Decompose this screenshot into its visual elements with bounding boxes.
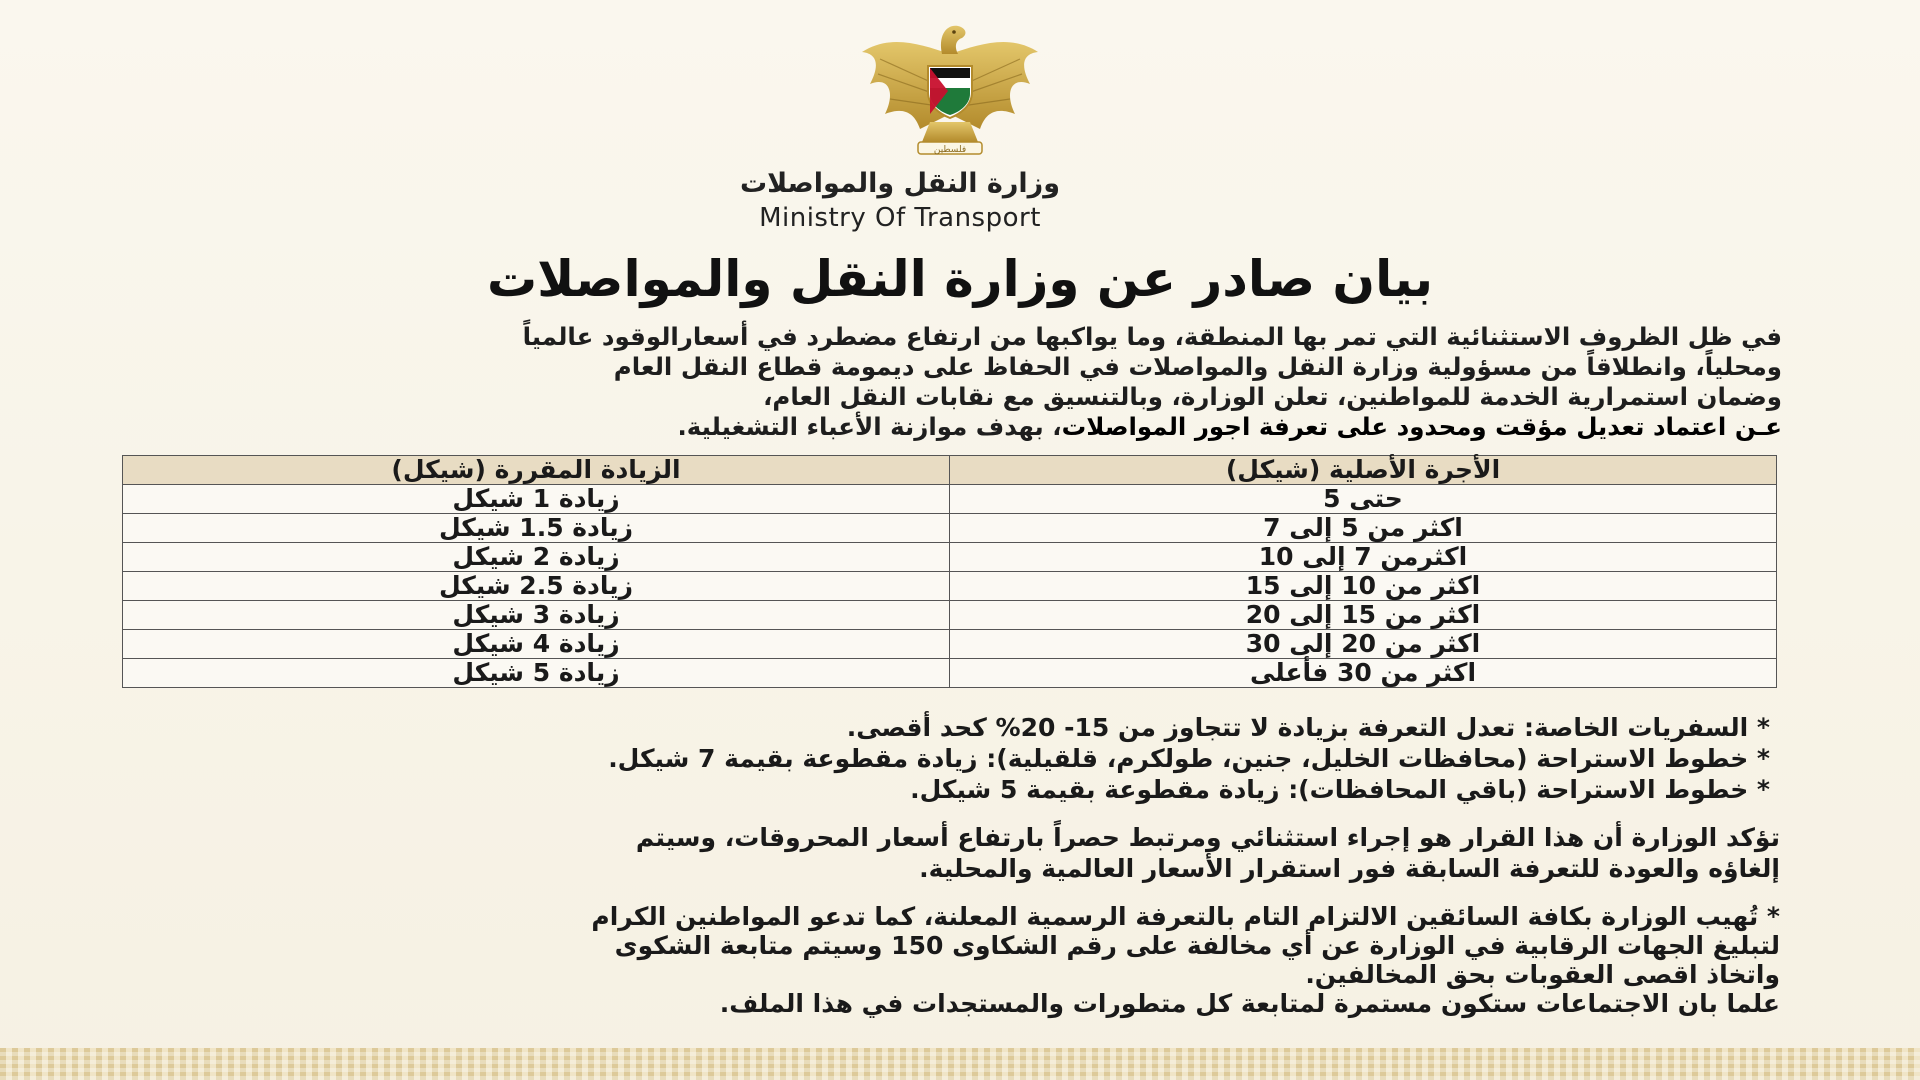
decorative-border	[0, 1048, 1920, 1080]
complaint-number: 150	[891, 931, 944, 960]
paragraph-line: * تُهيب الوزارة بكافة السائقين الالتزام التام بالتعرفة الرسمية المعلنة، كما تدعو المواطنين الكرام	[591, 902, 1780, 931]
note-text: تعدل التعرفة بزيادة لا تتجاوز من 15- 20% كحد أقصى.	[846, 713, 1524, 742]
intro-line-rest: ، بهدف موازنة الأعباء التشغيلية.	[677, 412, 1062, 441]
paragraph-line	[120, 931, 1780, 960]
fare-cell: اكثر من 15 إلى 20	[950, 601, 1777, 630]
compliance-paragraph	[120, 902, 1780, 1018]
paragraph-line-part: لتبليغ الجهات الرقابية في الوزارة عن أي مخالفة على رقم الشكاوى	[943, 931, 1780, 960]
increase-cell: زيادة 1.5 شيكل	[123, 514, 950, 543]
ministry-name-english: Ministry Of Transport	[759, 203, 1041, 233]
table-row	[123, 601, 1777, 630]
note-label: * السفريات الخاصة:	[1524, 713, 1770, 742]
paragraph-line: علما بان الاجتماعات ستكون مستمرة لمتابعة كل متطورات والمستجدات في هذا الملف.	[719, 989, 1780, 1018]
intro-line: ومحلياً، وانطلاقاً من مسؤولية وزارة النقل والمواصلات في الحفاظ على ديمومة قطاع النقل العام	[613, 352, 1782, 381]
table-row	[123, 543, 1777, 572]
increase-cell: زيادة 5 شيكل	[123, 659, 950, 688]
table-row	[123, 514, 1777, 543]
column-header-increase: الزيادة المقررة (شيكل)	[123, 456, 950, 485]
fare-cell: حتى 5	[950, 485, 1777, 514]
note-item	[170, 774, 1770, 805]
note-label: * خطوط الاستراحة (باقي المحافظات):	[1288, 775, 1770, 804]
fare-cell: اكثرمن 7 إلى 10	[950, 543, 1777, 572]
table-row	[123, 485, 1777, 514]
intro-line: وضمان استمرارية الخدمة للمواطنين، تعلن الوزارة، وبالتنسيق مع نقابات النقل العام،	[763, 382, 1782, 411]
note-text: زيادة مقطوعة بقيمة 5 شيكل.	[910, 775, 1289, 804]
increase-cell: زيادة 2.5 شيكل	[123, 572, 950, 601]
note-item	[170, 743, 1770, 774]
intro-paragraph	[132, 322, 1782, 442]
intro-line: في ظل الظروف الاستثنائية التي تمر بها المنطقة، وما يواكبها من ارتفاع مضطرد في أسعارالوقود عالمياً	[522, 322, 1782, 351]
table-row	[123, 630, 1777, 659]
special-notes	[170, 712, 1770, 805]
paragraph-line-part: وسيتم متابعة الشكوى	[614, 931, 892, 960]
table-row	[123, 572, 1777, 601]
table-header-row	[123, 456, 1777, 485]
paragraph-line: واتخاذ اقصى العقوبات بحق المخالفين.	[1305, 960, 1780, 989]
fare-cell: اكثر من 10 إلى 15	[950, 572, 1777, 601]
increase-cell: زيادة 1 شيكل	[123, 485, 950, 514]
note-label: * خطوط الاستراحة (محافظات الخليل، جنين، طولكرم، قلقيلية):	[986, 744, 1770, 773]
fare-cell: اكثر من 5 إلى 7	[950, 514, 1777, 543]
ministry-name-arabic: وزارة النقل والمواصلات	[740, 168, 1060, 199]
note-text: زيادة مقطوعة بقيمة 7 شيكل.	[608, 744, 987, 773]
temporary-decision-paragraph	[120, 822, 1780, 884]
increase-cell: زيادة 3 شيكل	[123, 601, 950, 630]
fare-cell: اكثر من 30 فأعلى	[950, 659, 1777, 688]
increase-cell: زيادة 4 شيكل	[123, 630, 950, 659]
paragraph-line: إلغاؤه والعودة للتعرفة السابقة فور استقرار الأسعار العالمية والمحلية.	[919, 854, 1780, 883]
table-row	[123, 659, 1777, 688]
intro-line	[132, 412, 1782, 442]
fare-cell: اكثر من 20 إلى 30	[950, 630, 1777, 659]
eagle-emblem-icon	[850, 14, 1050, 164]
note-item	[170, 712, 1770, 743]
paragraph-line: تؤكد الوزارة أن هذا القرار هو إجراء استثنائي ومرتبط حصراً بارتفاع أسعار المحروقات، وسيتم	[635, 823, 1780, 852]
increase-cell: زيادة 2 شيكل	[123, 543, 950, 572]
intro-emphasis: عـن اعتماد تعديل مؤقت ومحدود على تعرفة اجور المواصلات	[1061, 412, 1782, 441]
statement-title: بيان صادر عن وزارة النقل والمواصلات	[486, 250, 1434, 308]
fare-table	[122, 455, 1777, 688]
emblem-text: فلسطين	[933, 145, 967, 155]
column-header-original-fare: الأجرة الأصلية (شيكل)	[950, 456, 1777, 485]
